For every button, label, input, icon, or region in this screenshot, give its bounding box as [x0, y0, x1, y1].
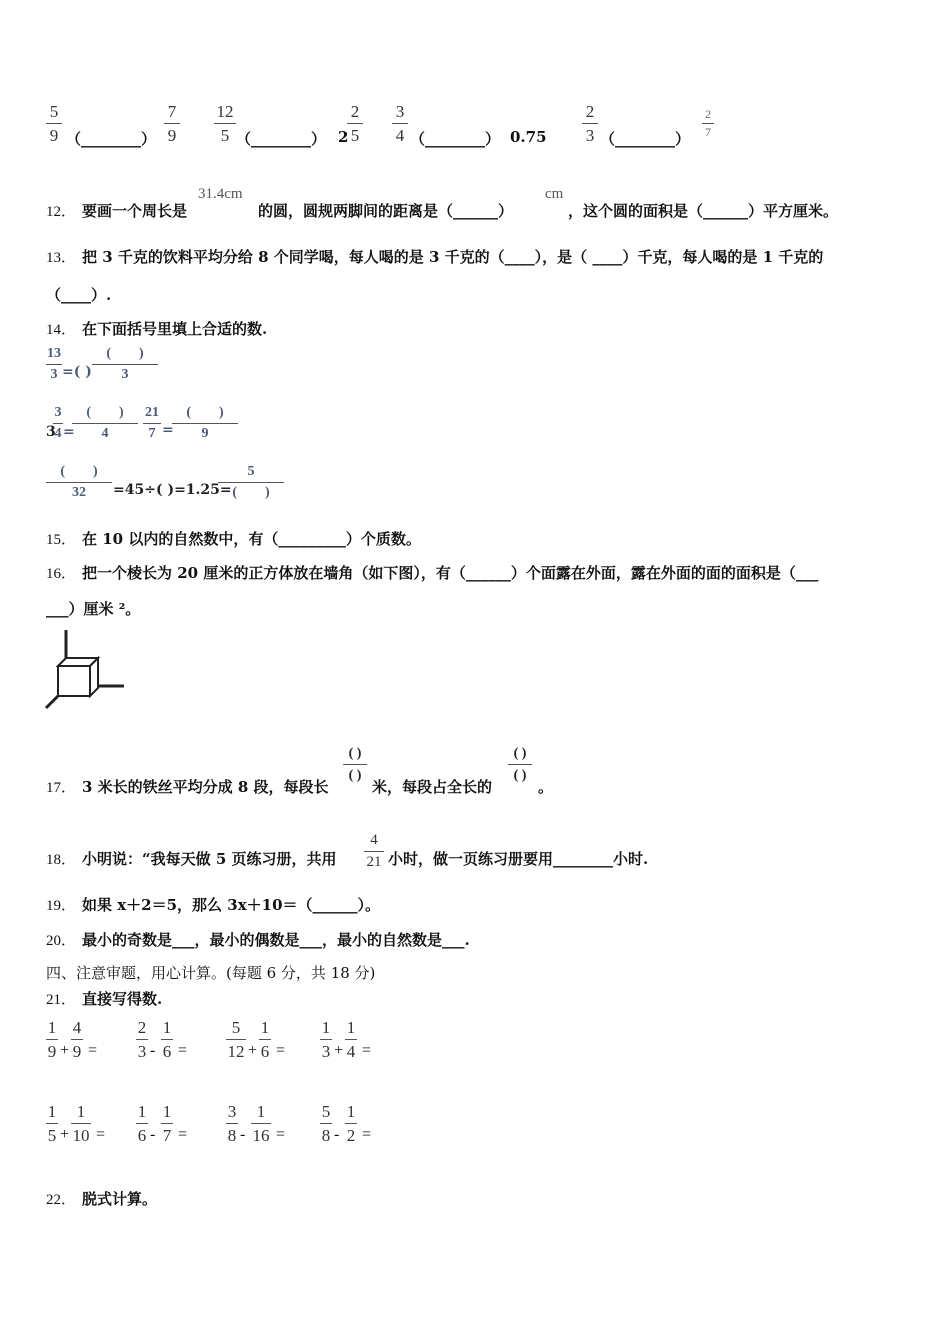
fraction: 12 5 — [214, 102, 236, 145]
question-14: 14． 在下面括号里填上合适的数. — [46, 320, 268, 338]
question-18: 18． 小明说：“我每天做 5 页练习册，共用 — [46, 850, 337, 868]
equals-sign: = — [162, 422, 174, 438]
unit-cm: cm — [545, 186, 564, 202]
operator: + — [60, 1042, 70, 1059]
equals-blank[interactable]: =( ) — [62, 364, 92, 380]
question-16: 16． 把一个棱长为 20 厘米的正方体放在墙角（如下图），有（______）个面露在外面，露在外面的面的面积是（___ — [46, 564, 819, 582]
fraction: 2 3 — [582, 102, 598, 145]
question-17-part3: 。 — [538, 778, 554, 796]
whole-number: 3 — [46, 424, 56, 440]
equals-sign: = — [276, 1042, 286, 1059]
answer-blank[interactable]: （________） — [600, 130, 691, 148]
fraction: 1 5 — [47, 1102, 57, 1145]
operator: + — [334, 1042, 344, 1059]
fraction: 4 21 — [364, 832, 384, 871]
question-16-line2: ___）厘米 ²。 — [46, 600, 141, 618]
question-13-line2: （____）. — [46, 286, 112, 304]
answer-blank[interactable]: （________） — [410, 130, 501, 148]
circumference-value: 31.4cm — [198, 186, 243, 202]
equals-sign: = — [362, 1042, 372, 1059]
operator: - — [240, 1126, 246, 1143]
question-22: 22． 脱式计算。 — [46, 1190, 158, 1208]
fraction-answer[interactable]: ( ) 9 — [172, 405, 238, 442]
fraction: 1 9 — [47, 1018, 57, 1061]
fraction: 21 7 — [145, 405, 159, 441]
question-15: 15． 在 10 以内的自然数中，有（_________）个质数。 — [46, 530, 421, 548]
fraction: 2 7 — [702, 108, 714, 139]
question-12: 12． 要画一个周长是 — [46, 202, 188, 220]
question-12-part3: ，这个圆的面积是（______）平方厘米。 — [568, 202, 839, 220]
fraction: 5 8 — [321, 1102, 331, 1145]
fraction: 2 5 — [347, 102, 363, 145]
question-17-part2: 米，每段占全长的 — [372, 778, 493, 796]
decimal-value: 0.75 — [510, 128, 547, 146]
fraction: 4 9 — [72, 1018, 82, 1061]
answer-blank[interactable]: （________） — [66, 130, 157, 148]
fraction: 1 6 — [137, 1102, 147, 1145]
whole-number: 2 — [338, 128, 349, 146]
fraction: 1 4 — [346, 1018, 356, 1061]
fraction: 5 9 — [46, 102, 62, 145]
fraction: 3 4 — [54, 405, 62, 441]
question-17: 17． 3 米长的铁丝平均分成 8 段，每段长 — [46, 778, 329, 796]
fraction-answer[interactable]: 5 ( ) — [218, 464, 284, 501]
fraction: 13 3 — [47, 346, 61, 382]
equals-sign: = — [88, 1042, 98, 1059]
fraction-answer[interactable]: ( ) 3 — [92, 346, 158, 383]
fraction: 1 2 — [346, 1102, 356, 1145]
question-12-part2: 的圆，圆规两脚间的距离是（______） — [258, 202, 514, 220]
equals-sign: = — [276, 1126, 286, 1143]
equals-sign: = — [178, 1042, 188, 1059]
equals-sign: = — [362, 1126, 372, 1143]
operator: + — [248, 1042, 258, 1059]
fraction-answer[interactable]: ( ) 4 — [72, 405, 138, 442]
fraction: 7 9 — [164, 102, 180, 145]
question-21: 21． 直接写得数. — [46, 990, 163, 1008]
question-13: 13． 把 3 千克的饮料平均分给 8 个同学喝，每人喝的是 3 千克的（____），是（ ____）千克，每人喝的是 1 千克的 — [46, 248, 824, 266]
operator: - — [334, 1126, 340, 1143]
cube-in-corner-figure — [44, 628, 128, 712]
fraction: 1 6 — [162, 1018, 172, 1061]
equals-sign: = — [178, 1126, 188, 1143]
question-19: 19． 如果 x＋2＝5，那么 3x＋10＝（______）。 — [46, 896, 381, 914]
fraction-answer[interactable]: ( ) ( ) — [343, 745, 367, 784]
equals-sign: = — [63, 424, 75, 440]
operator: - — [150, 1126, 156, 1143]
fraction: 1 16 — [252, 1102, 270, 1145]
answer-blank[interactable]: （________） — [236, 130, 327, 148]
section-heading: 四、注意审题，用心计算。(每题 6 分，共 18 分) — [46, 964, 376, 982]
question-18-part2: 小时，做一页练习册要用________小时. — [388, 850, 649, 868]
equation-middle[interactable]: =45÷( )=1.25= — [113, 482, 232, 498]
fraction: 1 6 — [260, 1018, 270, 1061]
fraction: 1 3 — [321, 1018, 331, 1061]
fraction: 2 3 — [137, 1018, 147, 1061]
equals-sign: = — [96, 1126, 106, 1143]
fraction: 1 10 — [72, 1102, 90, 1145]
question-20: 20． 最小的奇数是___，最小的偶数是___，最小的自然数是___. — [46, 931, 470, 949]
fraction: 1 7 — [162, 1102, 172, 1145]
fraction-answer[interactable]: ( ) 32 — [46, 464, 112, 501]
fraction: 3 4 — [392, 102, 408, 145]
operator: - — [150, 1042, 156, 1059]
fraction: 3 8 — [227, 1102, 237, 1145]
fraction-answer[interactable]: ( ) ( ) — [508, 745, 532, 784]
fraction: 5 12 — [227, 1018, 245, 1061]
operator: + — [60, 1126, 70, 1143]
